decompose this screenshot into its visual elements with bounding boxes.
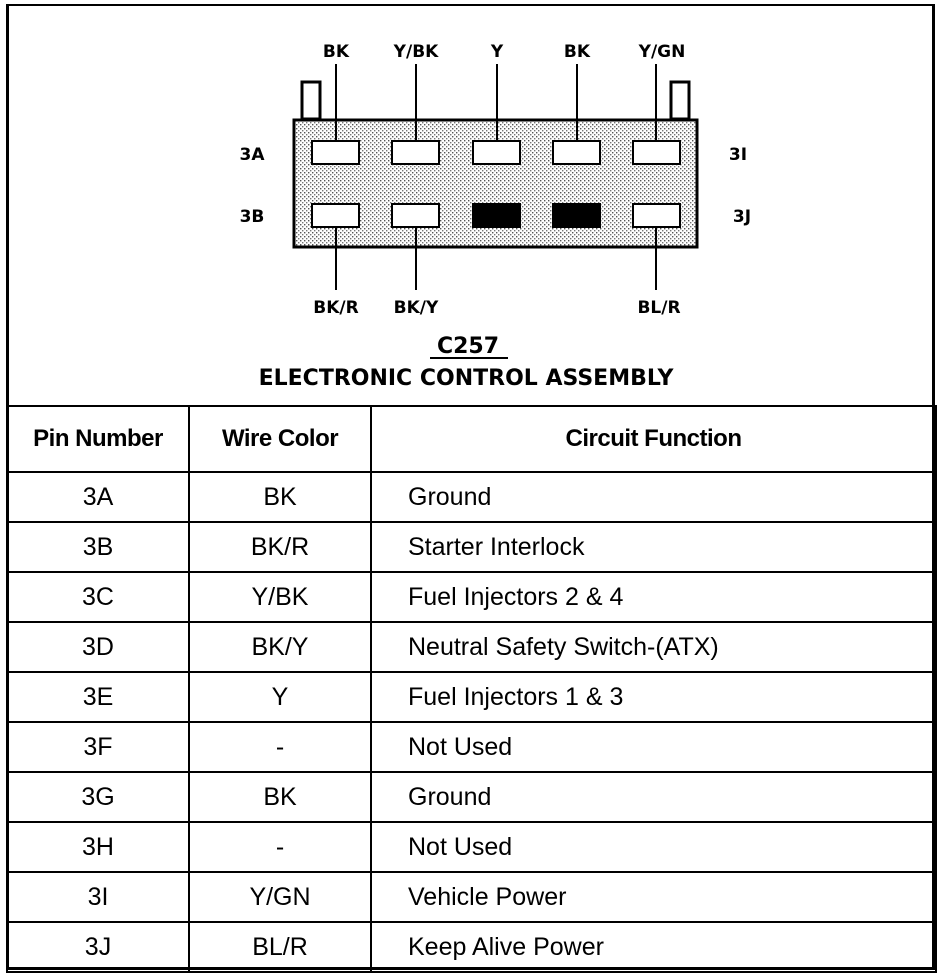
wire-label-top-5: Y/GN [638, 42, 686, 62]
connector-svg [0, 0, 944, 405]
cavity-3C [392, 141, 439, 164]
cavity-3B [312, 204, 359, 227]
function-cell: Neutral Safety Switch-(ATX) [371, 622, 936, 672]
header-pin-number: Pin Number [7, 406, 189, 472]
table-row [7, 622, 936, 672]
cavity-3D [392, 204, 439, 227]
function-cell: Not Used [371, 722, 936, 772]
function-cell: Keep Alive Power [371, 922, 936, 972]
pin-cell: 3A [7, 472, 189, 522]
color-cell: BL/R [189, 922, 371, 972]
row-label-bottom-left: 3B [239, 207, 265, 227]
function-cell: Ground [371, 472, 936, 522]
connector-id: C257 [436, 334, 500, 359]
pinout-table [6, 405, 937, 973]
pin-cell: 3H [7, 822, 189, 872]
table-row [7, 922, 936, 972]
function-cell: Vehicle Power [371, 872, 936, 922]
color-cell: BK/R [189, 522, 371, 572]
table-row [7, 472, 936, 522]
wire-label-top-4: BK [563, 42, 591, 62]
wire-label-bottom-2: BK/Y [393, 298, 439, 318]
color-cell: - [189, 822, 371, 872]
table-row [7, 572, 936, 622]
pin-cell: 3C [7, 572, 189, 622]
cavity-3F [473, 204, 520, 227]
table-row [7, 522, 936, 572]
color-cell: BK/Y [189, 622, 371, 672]
connector-name: ELECTRONIC CONTROL ASSEMBLY [258, 366, 674, 391]
wire-label-top-3: Y [490, 42, 504, 62]
wire-label-bottom-3: BL/R [637, 298, 681, 318]
table-row [7, 772, 936, 822]
connector-diagram [0, 0, 944, 405]
table-row [7, 722, 936, 772]
function-cell: Starter Interlock [371, 522, 936, 572]
pin-cell: 3D [7, 622, 189, 672]
pin-cell: 3F [7, 722, 189, 772]
table-row [7, 822, 936, 872]
pin-cell: 3I [7, 872, 189, 922]
row-label-bottom-right: 3J [732, 207, 752, 227]
pin-cell: 3G [7, 772, 189, 822]
table-row [7, 672, 936, 722]
wire-label-top-2: Y/BK [393, 42, 439, 62]
left-latch-tab [302, 82, 320, 119]
color-cell: BK [189, 772, 371, 822]
function-cell: Fuel Injectors 1 & 3 [371, 672, 936, 722]
header-circuit-function: Circuit Function [371, 406, 936, 472]
color-cell: - [189, 722, 371, 772]
pin-cell: 3J [7, 922, 189, 972]
header-wire-color: Wire Color [189, 406, 371, 472]
color-cell: Y/GN [189, 872, 371, 922]
right-latch-tab [671, 82, 689, 119]
table-header-row [7, 406, 936, 472]
wire-label-top-1: BK [322, 42, 350, 62]
row-label-top-left: 3A [239, 145, 265, 165]
color-cell: BK [189, 472, 371, 522]
cavity-3A [312, 141, 359, 164]
row-label-top-right: 3I [728, 145, 748, 165]
wire-label-bottom-1: BK/R [313, 298, 359, 318]
pin-cell: 3E [7, 672, 189, 722]
table-row [7, 872, 936, 922]
function-cell: Ground [371, 772, 936, 822]
pin-cell: 3B [7, 522, 189, 572]
cavity-3J [633, 204, 680, 227]
cavity-3I [633, 141, 680, 164]
cavity-3G [553, 141, 600, 164]
function-cell: Fuel Injectors 2 & 4 [371, 572, 936, 622]
color-cell: Y [189, 672, 371, 722]
function-cell: Not Used [371, 822, 936, 872]
cavity-3H [553, 204, 600, 227]
color-cell: Y/BK [189, 572, 371, 622]
cavity-3E [473, 141, 520, 164]
